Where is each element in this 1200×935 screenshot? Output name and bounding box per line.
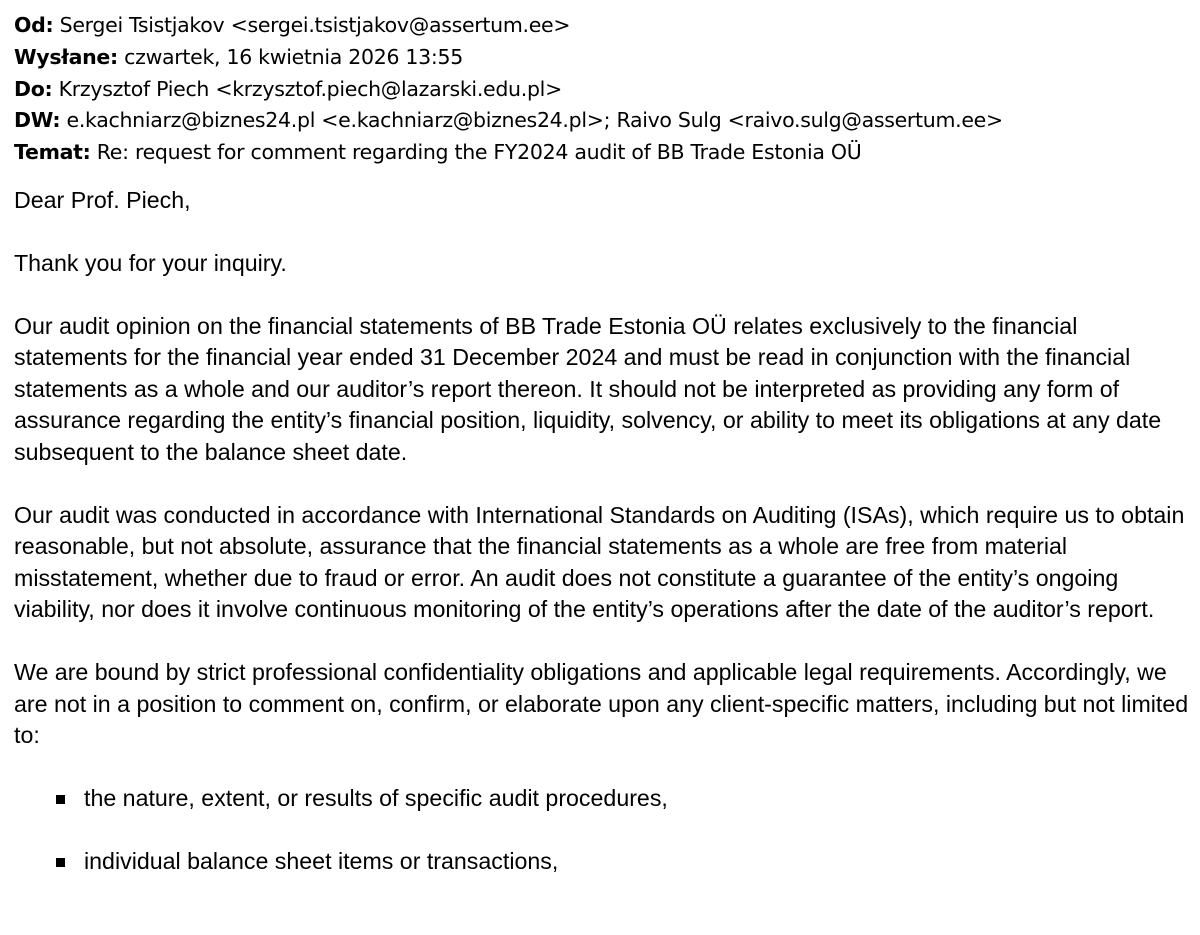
subject-row — [14, 137, 1190, 169]
audit-opinion-paragraph: Our audit opinion on the financial statements of BB Trade Estonia OÜ relates exclusively to the financial statements for the financial year ended 31 December 2024 and must be read in conjunction with the financial statements as a whole and our auditor’s report thereon. It should not be interpreted as providing any form of assurance regarding the entity’s financial position, liquidity, solvency, or ability to meet its obligations at any date subsequent to the balance sheet date. — [14, 312, 1162, 465]
sent-row — [14, 42, 1190, 74]
sent-label: Wysłane: — [14, 44, 118, 69]
email-body — [14, 185, 1190, 878]
cc-row — [14, 105, 1190, 137]
square-bullet-icon — [56, 795, 65, 804]
from-label: Od: — [14, 13, 54, 37]
list-item-text: individual balance sheet items or transactions, — [84, 848, 559, 875]
cc-value: e.kachniarz@biznes24.pl <e.kachniarz@biznes24.pl>; Raivo Sulg <raivo.sulg@assertum.ee> — [66, 108, 1003, 133]
square-bullet-icon — [56, 858, 65, 867]
to-row — [14, 74, 1190, 106]
email-header — [14, 10, 1190, 169]
to-value: Krzysztof Piech <krzysztof.piech@lazarski.edu.pl> — [58, 76, 562, 101]
list-item — [14, 846, 1190, 878]
list-item-text: the nature, extent, or results of specific audit procedures, — [84, 785, 668, 812]
from-value: Sergei Tsistjakov <sergei.tsistjakov@assertum.ee> — [59, 13, 571, 37]
to-label: Do: — [14, 76, 53, 101]
isa-paragraph: Our audit was conducted in accordance with International Standards on Auditing (ISAs), which require us to obtain reasonable, but not absolute, assurance that the financial statements as a whole are free from material misstatement, whether due to fraud or error. An audit does not constitute a guarantee of the entity’s ongoing viability, nor does it involve continuous monitoring of the entity’s operations after the date of the auditor’s report. — [14, 501, 1185, 623]
thanks-paragraph: Thank you for your inquiry. — [14, 249, 287, 276]
subject-label: Temat: — [14, 140, 91, 165]
limitations-list — [14, 783, 1190, 878]
confidentiality-paragraph: We are bound by strict professional confidentiality obligations and applicable legal requirements. Accordingly, we are not in a position to comment on, confirm, or elaborate upon any client-specific matters, including but not limited to: — [14, 659, 1189, 749]
from-row — [14, 10, 1190, 42]
list-item — [14, 783, 1190, 815]
greeting: Dear Prof. Piech, — [14, 186, 191, 213]
email-message — [14, 10, 1190, 909]
sent-value: czwartek, 16 kwietnia 2026 13:55 — [124, 44, 464, 69]
cc-label: DW: — [14, 108, 61, 133]
subject-value: Re: request for comment regarding the FY2024 audit of BB Trade Estonia OÜ — [96, 140, 862, 165]
